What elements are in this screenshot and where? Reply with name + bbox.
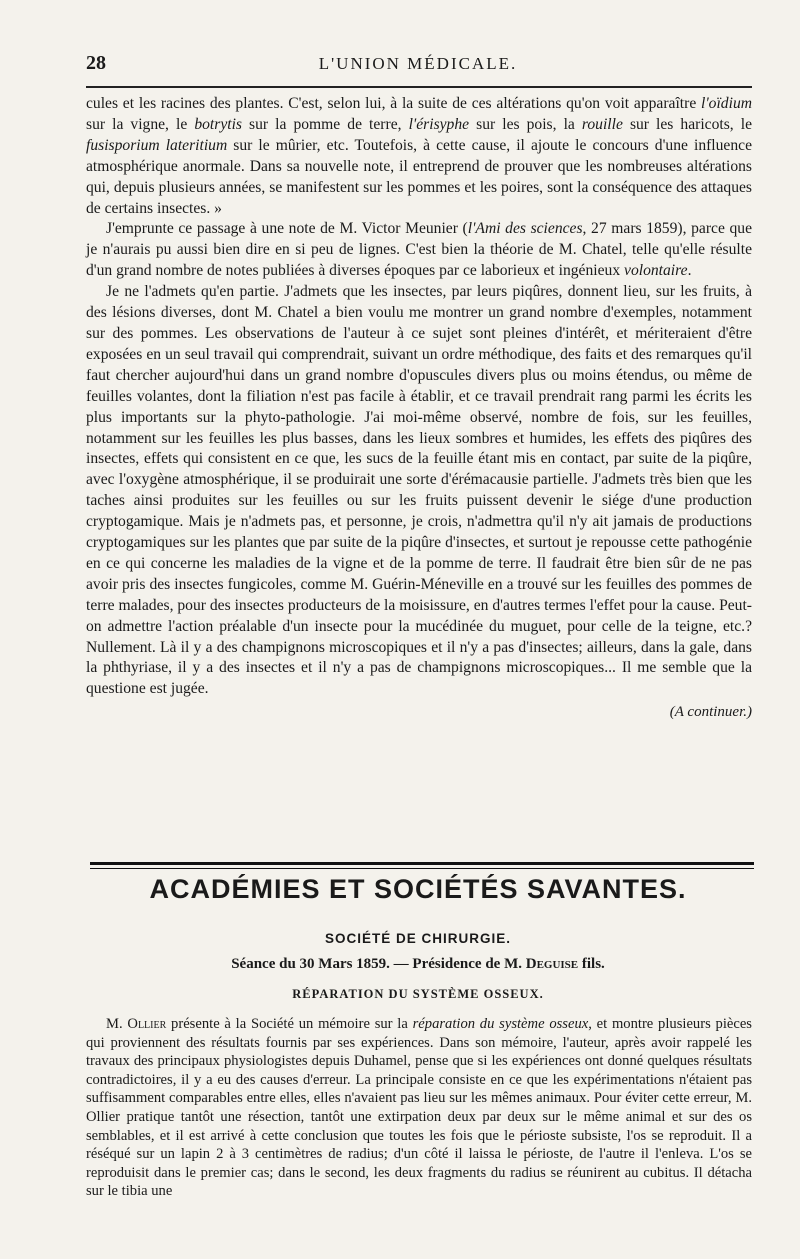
subsection-heading: RÉPARATION DU SYSTÈME OSSEUX. <box>292 987 544 1001</box>
italic-term: rouille <box>581 115 623 133</box>
page-header <box>86 52 750 80</box>
italic-term: l'érisyphe <box>408 115 470 133</box>
to-be-continued: (A continuer.) <box>669 704 752 721</box>
italic-term: l'Ami des sciences <box>467 220 583 238</box>
header-rule <box>86 86 752 88</box>
italic-term: l'oïdium <box>701 95 752 112</box>
text-run: J'emprunte ce passage à une note de M. Victor Meunier ( <box>106 220 468 238</box>
report-body <box>86 1015 752 1201</box>
text-run: fils. <box>578 956 605 972</box>
speaker-name: Ollier <box>127 1016 167 1032</box>
text-run: cules et les racines des plantes. C'est, selon lui, à la suite de ces altérations qu'on voit apparaître <box>86 95 702 112</box>
section-rule-thin <box>90 868 754 869</box>
president-name: Deguise <box>525 956 579 972</box>
italic-term: fusisporium lateritium <box>86 136 228 154</box>
text-run: présente à la Société un mémoire sur la <box>166 1016 413 1032</box>
text-run: sur la vigne, le <box>86 115 195 133</box>
paragraph-3: Je ne l'admets qu'en partie. J'admets que les insectes, par leurs piqûres, donnent lieu, sur les fruits, à des lésions diverses, dont M. Chatel a bien voulu me montrer un grand nombre d'exemples, notamment sur des pommes. Les observations de l'auteur à ce sujet sont pleines d'intérêt, et mériteraient d'être exposées en un seul travail qui comprendrait, suivant un ordre méthodique, des faits et des remarques qu'il faut chercher aujourd'hui dans un grand nombre d'opuscules divers plus ou moins étendus, ou même de feuilles volantes, dont la filiation n'est pas facile à établir, et ce travail prendrait rang parmi les écrits les plus importants sur la phyto-pathologie. J'ai moi-même observé, nombre de fois, sur les feuilles, notamment sur les feuilles les plus basses, dans les lieux sombres et humides, les effets des piqûres des insectes, effets qui consistent en ce que, les sucs de la feuille étant mis en contact, par suite de la piqûre, avec l'oxygène atmosphérique, il se produirait une sorte d'érémacausie partielle. J'admets très bien que les taches ainsi produites sur les feuilles ou sur les fruits puissent devenir le siége d'une production cryptogamique. Mais je n'admets pas, et personne, je crois, n'admettra qu'il n'y ait jamais de productions cryptogamiques sur les plantes que par suite de la piqûre d'insectes, et surtout je repousse cette pathogénie en ce qui concerne les maladies de la vigne et de la pomme de terre. Il faudrait être bien sûr de ne pas avoir pris des insectes fungicoles, comme M. Guérin-Méneville en a trouvé sur les feuilles des pommes de terre malades, pour des insectes producteurs de la moisissure, en d'autres termes l'effet pour la cause. Peut-on admettre l'action préalable d'un insecte pour la mucédinée du muguet, pour celle de la teigne, etc.? Nullement. Là il y a des champignons microscopiques et il n'y a pas d'insectes; ailleurs, dans la gale, dans la phthyriase, il y a des insectes et il n'y a pas de champignons microscopiques... Il me semble que la questione est jugée. <box>86 283 752 698</box>
journal-title: L'UNION MÉDICALE. <box>318 54 518 73</box>
text-run: sur les pois, la <box>469 115 582 133</box>
report-paragraph <box>86 1015 752 1201</box>
text-run: . <box>687 262 692 280</box>
italic-term: botrytis <box>194 115 242 133</box>
text-run: sur la pomme de terre, <box>241 115 409 133</box>
text-run: Séance du 30 Mars 1859. — Présidence de M. <box>231 956 526 972</box>
section-title: ACADÉMIES ET SOCIÉTÉS SAVANTES. <box>149 874 687 904</box>
text-run: , et montre plusieurs pièces qui proviennent des résultats fournis par ses expériences. Dans son mémoire, l'auteur, après avoir rappelé les travaux des principaux physiologistes depuis Duhamel, pense que si les expériences ont donné quelques résultats contradictoires, il y a eu des causes d'erreur. La principale consiste en ce que les expérimentations n'étaient pas suffisamment comparables entre elles, elles n'avaient pas lieu sur les mêmes animaux. Pour éviter cette erreur, M. Ollier pratique tantôt une résection, tantôt une extirpation deux par deux sur le même animal et sur des os semblables, et il est arrivé à cette conclusion que toutes les fois que le périoste subsiste, l'os se reproduit. Il a réséqué sur un lapin 2 à 3 centimètres de radius; d'un côté il laissa le périoste, de l'autre il l'enleva. L'os se reproduisit dans le premier cas; dans le second, les deux fragments du radius se réunirent au cubitus. Il détacha sur le tibia une <box>86 1016 752 1200</box>
page-number: 28 <box>86 52 106 74</box>
text-run: M. <box>106 1016 128 1032</box>
italic-term: réparation du système osseux <box>412 1016 589 1032</box>
text-run: , 27 mars 1859), parce que je n'aurais pu aussi bien dire en si peu de lignes. C'est bien la théorie de M. Chatel, telle qu'elle résulte d'un grand nombre de notes publiées à diverses époques par ce laborieux et ingénieux <box>86 220 753 280</box>
text-run: sur les haricots, le <box>622 115 752 133</box>
italic-term: volontaire <box>624 262 688 280</box>
seance-line <box>86 956 750 973</box>
paragraph-2 <box>86 219 752 282</box>
society-heading: SOCIÉTÉ DE CHIRURGIE. <box>324 931 512 946</box>
text-run: sur le mûrier, etc. Toutefois, à cette cause, il ajoute le concours d'une influence atmosphérique anormale. Dans sa nouvelle note, il entreprend de prouver que les nombreuses altérations qui, depuis plusieurs années, se manifestent sur les pommes et les poires, sont la conséquence des attaques de certains insectes. » <box>86 136 752 217</box>
article-body <box>86 94 752 723</box>
paragraph-1 <box>86 94 752 219</box>
section-rule-thick <box>90 862 754 865</box>
